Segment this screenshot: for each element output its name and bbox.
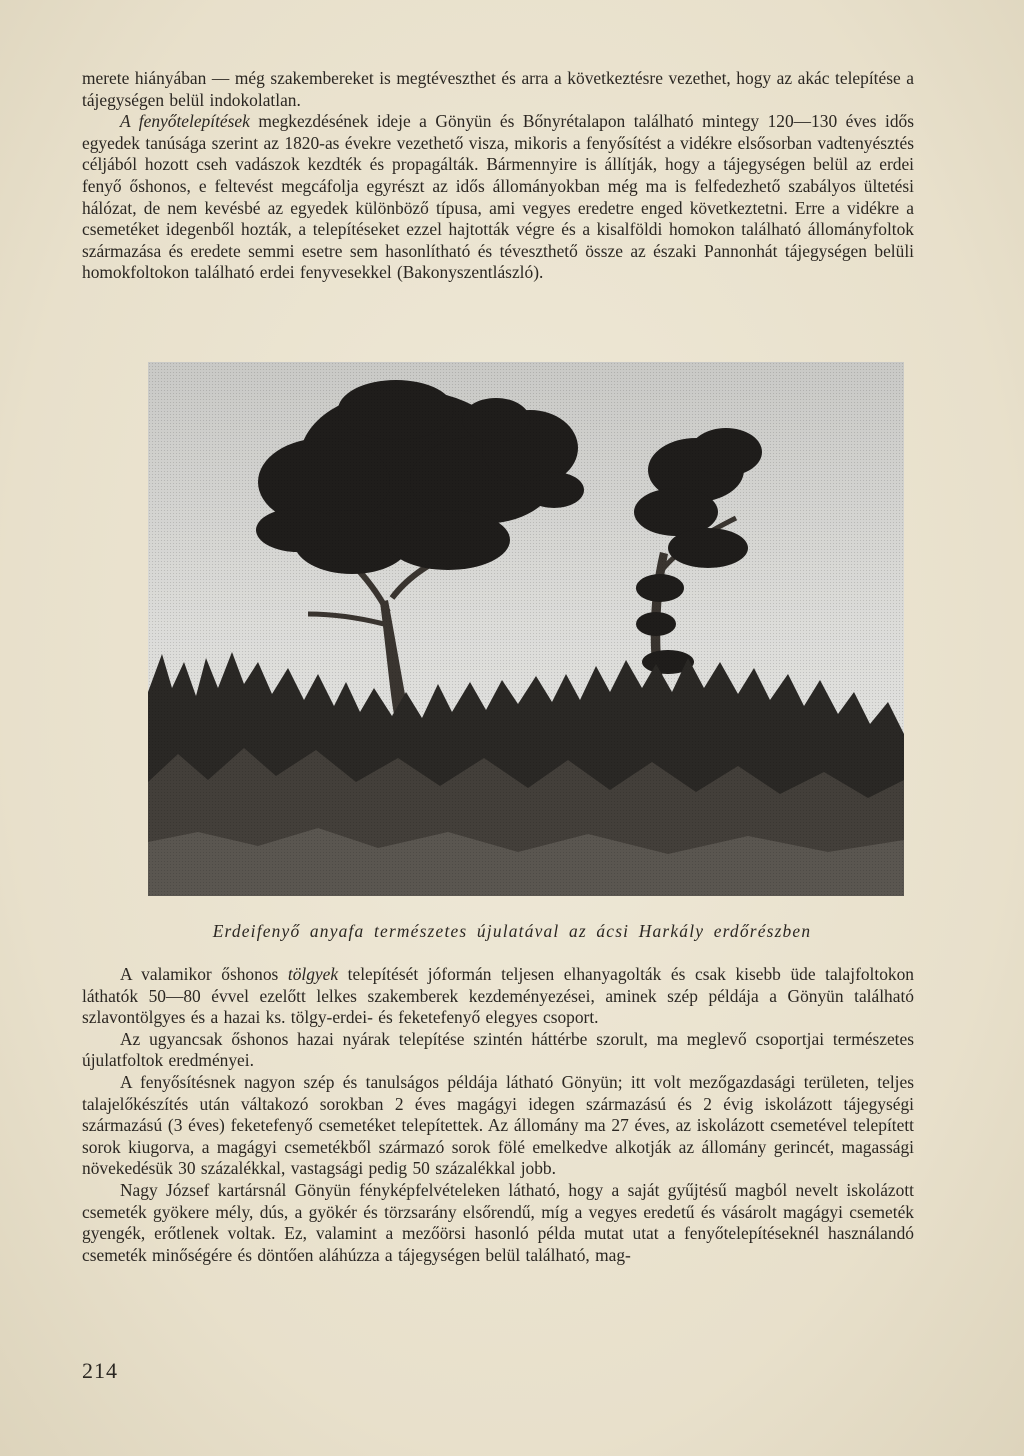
paragraph: Az ugyancsak őshonos hazai nyárak telepítése szintén háttérbe szorult, ma meglevő csoportjai természetes újulatfoltok eredményei.	[82, 1028, 914, 1071]
page-number: 214	[82, 1358, 118, 1383]
scots-pine-mother-tree-photo	[148, 362, 904, 896]
paragraph	[82, 964, 914, 1029]
figure-photo	[148, 362, 904, 896]
paragraph: Nagy József kartársnál Gönyün fényképfelvételeken látható, hogy a saját gyűjtésű magból nevelt iskolázott csemeték gyökere mély, dús, a gyökér és törzsarány elsőrendű, míg a vegyes eredetű és vásárolt magágyi csemeték gyengék, erőtlenek voltak. Ez, valamint a mezőörsi hasonló példa mutat utat a fenyőtelepítéseknél használandó csemeték minőségére és döntően aláhúzza a tájegységen belül található, mag-	[82, 1179, 914, 1265]
paragraph-text: telepítését jóformán teljesen elhanyagolták és csak kisebb üde talajfoltokon láthatók 50—80 évvel ezelőtt lelkes szakemberek kezdeményezései, aminek szép példája a Gönyün található szlavontölgyes és a hazai ks. tölgy-erdei- és feketefenyő elegyes csoport.	[82, 964, 914, 1028]
paragraph-text: A valamikor őshonos	[120, 964, 288, 984]
paragraph	[82, 111, 914, 284]
italic-term: A fenyőtelepítések	[120, 111, 250, 132]
paragraph: merete hiányában — még szakembereket is megtéveszthet és arra a következtésre vezethet, hogy az akác telepítése a tájegységen belül indokolatlan.	[82, 68, 914, 110]
italic-term: tölgyek	[287, 964, 339, 984]
paragraph-text: megkezdésének ideje a Gönyün és Bőnyrétalapon található mintegy 120—130 éves idős egyedek tanúsága szerint az 1820-as évekre vezethető visza, mikoris a fenyősítést a vidékre elsősorban vadtenyésztés céljából hozott cseh vadászok kezdték és propagálták. Bármennyire is állítják, hogy a tájegységen belül az erdei fenyő őshonos, e feltevést megcáfolja egyrészt az idős állományokban még ma is felfedezhető szabályos ültetési hálózat, de nem kevésbé az egyedek különböző típusa, ami vegyes eredetre enged következtetni. Erre a vidékre a csemetéket idegenből hozták, a telepítéseket ezzel hajtották végre és a kisalföldi homokon található állományfoltok származása és eredete semmi esetre sem hasonlítható és téveszthető össze az északi Pannonhát tájegységen belüli homokfoltokon található erdei fenyvesekkel (Bakonyszentlászló).	[82, 111, 914, 283]
figure-caption: Erdeifenyő anyafa természetes újulatával az ácsi Harkály erdőrészben	[212, 921, 812, 941]
text-block-top	[82, 68, 914, 284]
paragraph: A fenyősítésnek nagyon szép és tanulságos példája látható Gönyün; itt volt mezőgazdasági területen, teljes talajelőkészítés után váltakozó sorokban 2 éves magágyi idegen származású és 2 évig iskolázott tájegységi származású (3 éves) feketefenyő csemetéket telepítettek. Az állomány ma 27 éves, az iskolázott csemetével telepített sorok kiugorva, a magágyi csemetékből származó sorok fölé emelkedve alkotják az állomány gerincét, magassági növekedésük 30 százalékkal, vastagsági pedig 50 százalékkal jobb.	[82, 1071, 914, 1179]
text-block-bottom	[82, 964, 914, 1266]
